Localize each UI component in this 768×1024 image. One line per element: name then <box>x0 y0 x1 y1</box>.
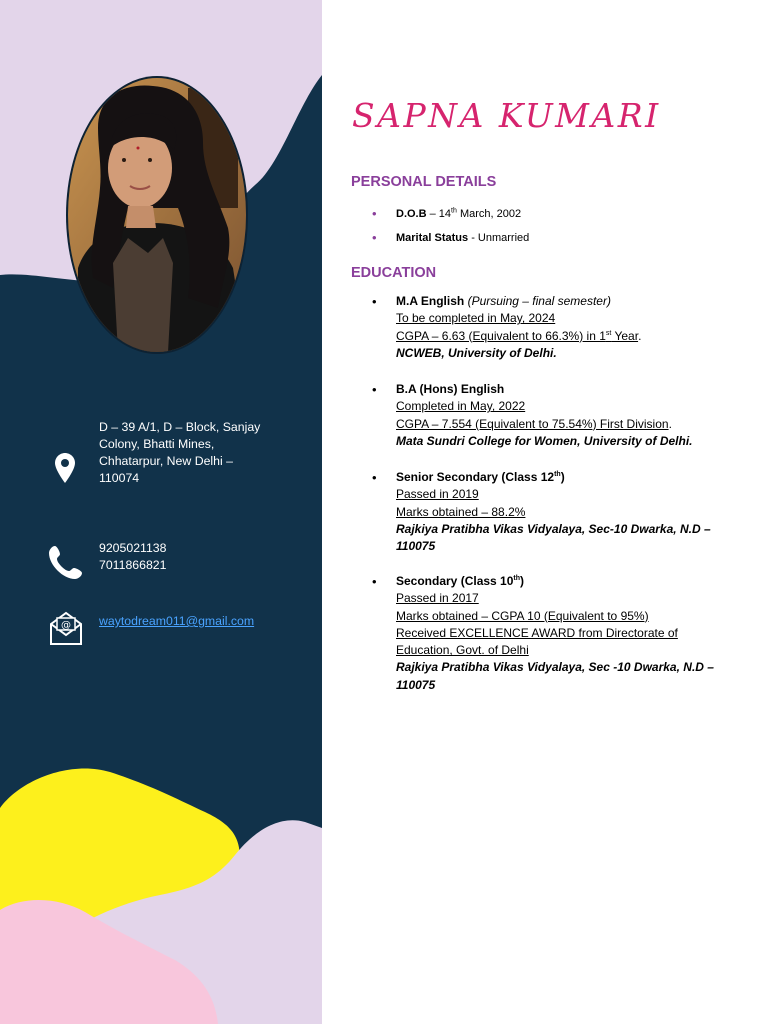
address-line: 110074 <box>99 471 140 485</box>
portrait-illustration <box>68 78 246 352</box>
dob-day: 14 <box>438 208 452 220</box>
email-block <box>48 614 308 650</box>
edu-ordinal: st <box>605 329 612 337</box>
edu-cgpa: CGPA – 6.63 (Equivalent to 66.3%) in 1 <box>396 328 606 343</box>
edu-line <box>396 416 762 433</box>
phone-block <box>48 540 308 580</box>
email-envelope-icon <box>49 610 83 646</box>
edu-line: Completed in May, 2022 <box>396 399 526 414</box>
personal-details-list <box>372 206 529 254</box>
education-heading: EDUCATION <box>351 265 437 281</box>
dob-item <box>372 206 529 230</box>
education-entry-ma <box>372 293 762 362</box>
edu-institution: NCWEB, University of Delhi. <box>396 345 557 360</box>
edu-institution: Rajkiya Pratibha Vikas Vidyalaya, Sec -10 Dwarka, N.D – <box>396 660 714 675</box>
svg-text:@: @ <box>61 620 71 631</box>
candidate-name: SAPNA KUMARI <box>352 96 661 135</box>
address-line: Chhatarpur, New Delhi – <box>99 454 233 468</box>
edu-line: Received EXCELLENCE AWARD from Directorate of <box>396 625 678 640</box>
dob-label: D.O.B <box>396 208 427 220</box>
edu-institution: 110075 <box>396 677 436 692</box>
marital-value: - Unmarried <box>468 232 530 244</box>
edu-title <box>396 573 762 590</box>
education-entry-ba <box>372 381 762 450</box>
edu-line: Marks obtained – CGPA 10 (Equivalent to 95%) <box>396 608 649 623</box>
email-link[interactable]: waytodream011@gmail.com <box>99 614 255 628</box>
edu-title: B.A (Hons) English <box>396 382 505 396</box>
bullet-icon: • <box>372 574 377 589</box>
edu-cgpa: CGPA – 7.554 (Equivalent to 75.54%) First Division <box>396 416 669 431</box>
edu-year: Year <box>611 328 639 343</box>
edu-ordinal: th <box>513 575 521 582</box>
dob-separator: – <box>426 208 439 220</box>
edu-institution: Rajkiya Pratibha Vikas Vidyalaya, Sec-10 Dwarka, N.D – <box>396 521 711 536</box>
phone-icon <box>48 544 84 580</box>
location-pin-icon <box>55 453 75 483</box>
dob-rest: March, 2002 <box>456 208 522 220</box>
edu-ordinal: th <box>554 471 561 478</box>
edu-title-text: Senior Secondary (Class 12 <box>396 470 555 484</box>
address-text <box>99 419 309 487</box>
education-entry-senior-secondary <box>372 469 762 555</box>
edu-title-close: ) <box>520 574 525 588</box>
education-entry-secondary <box>372 573 762 694</box>
edu-title <box>396 293 762 310</box>
edu-line: Passed in 2019 <box>396 487 479 502</box>
bullet-icon: • <box>372 382 377 397</box>
edu-period: . <box>668 416 672 431</box>
phone-number[interactable]: 9205021138 <box>99 541 167 555</box>
sidebar <box>0 0 322 1024</box>
edu-line <box>396 328 762 345</box>
email-text <box>99 613 309 630</box>
marital-label: Marital Status <box>396 232 469 244</box>
edu-period: . <box>638 328 642 343</box>
edu-line: Education, Govt. of Delhi <box>396 643 529 658</box>
edu-line-text <box>396 329 638 343</box>
edu-title-text: Secondary (Class 10 <box>396 574 514 588</box>
phone-number[interactable]: 7011866821 <box>99 558 167 572</box>
address-block <box>48 419 308 489</box>
edu-title <box>396 469 762 486</box>
edu-institution: Mata Sundri College for Women, University of Delhi. <box>396 433 693 448</box>
address-line: Colony, Bhatti Mines, <box>99 437 215 451</box>
edu-line: Marks obtained – 88.2% <box>396 504 526 519</box>
edu-institution: 110075 <box>396 539 436 554</box>
edu-line: Passed in 2017 <box>396 591 479 606</box>
bullet-icon: • <box>372 470 377 485</box>
edu-title-note: (Pursuing – final semester) <box>464 294 611 308</box>
address-line: D – 39 A/1, D – Block, Sanjay <box>99 420 261 434</box>
bullet-icon: • <box>372 294 377 309</box>
edu-title-text: M.A English <box>396 294 465 308</box>
main-content <box>322 0 768 1024</box>
profile-photo <box>68 78 246 352</box>
dob-suffix: th <box>451 207 457 215</box>
edu-title-close: ) <box>560 470 565 484</box>
edu-line: To be completed in May, 2024 <box>396 311 556 326</box>
phone-numbers <box>99 540 309 574</box>
personal-details-heading: PERSONAL DETAILS <box>351 174 497 190</box>
marital-item <box>372 230 529 254</box>
